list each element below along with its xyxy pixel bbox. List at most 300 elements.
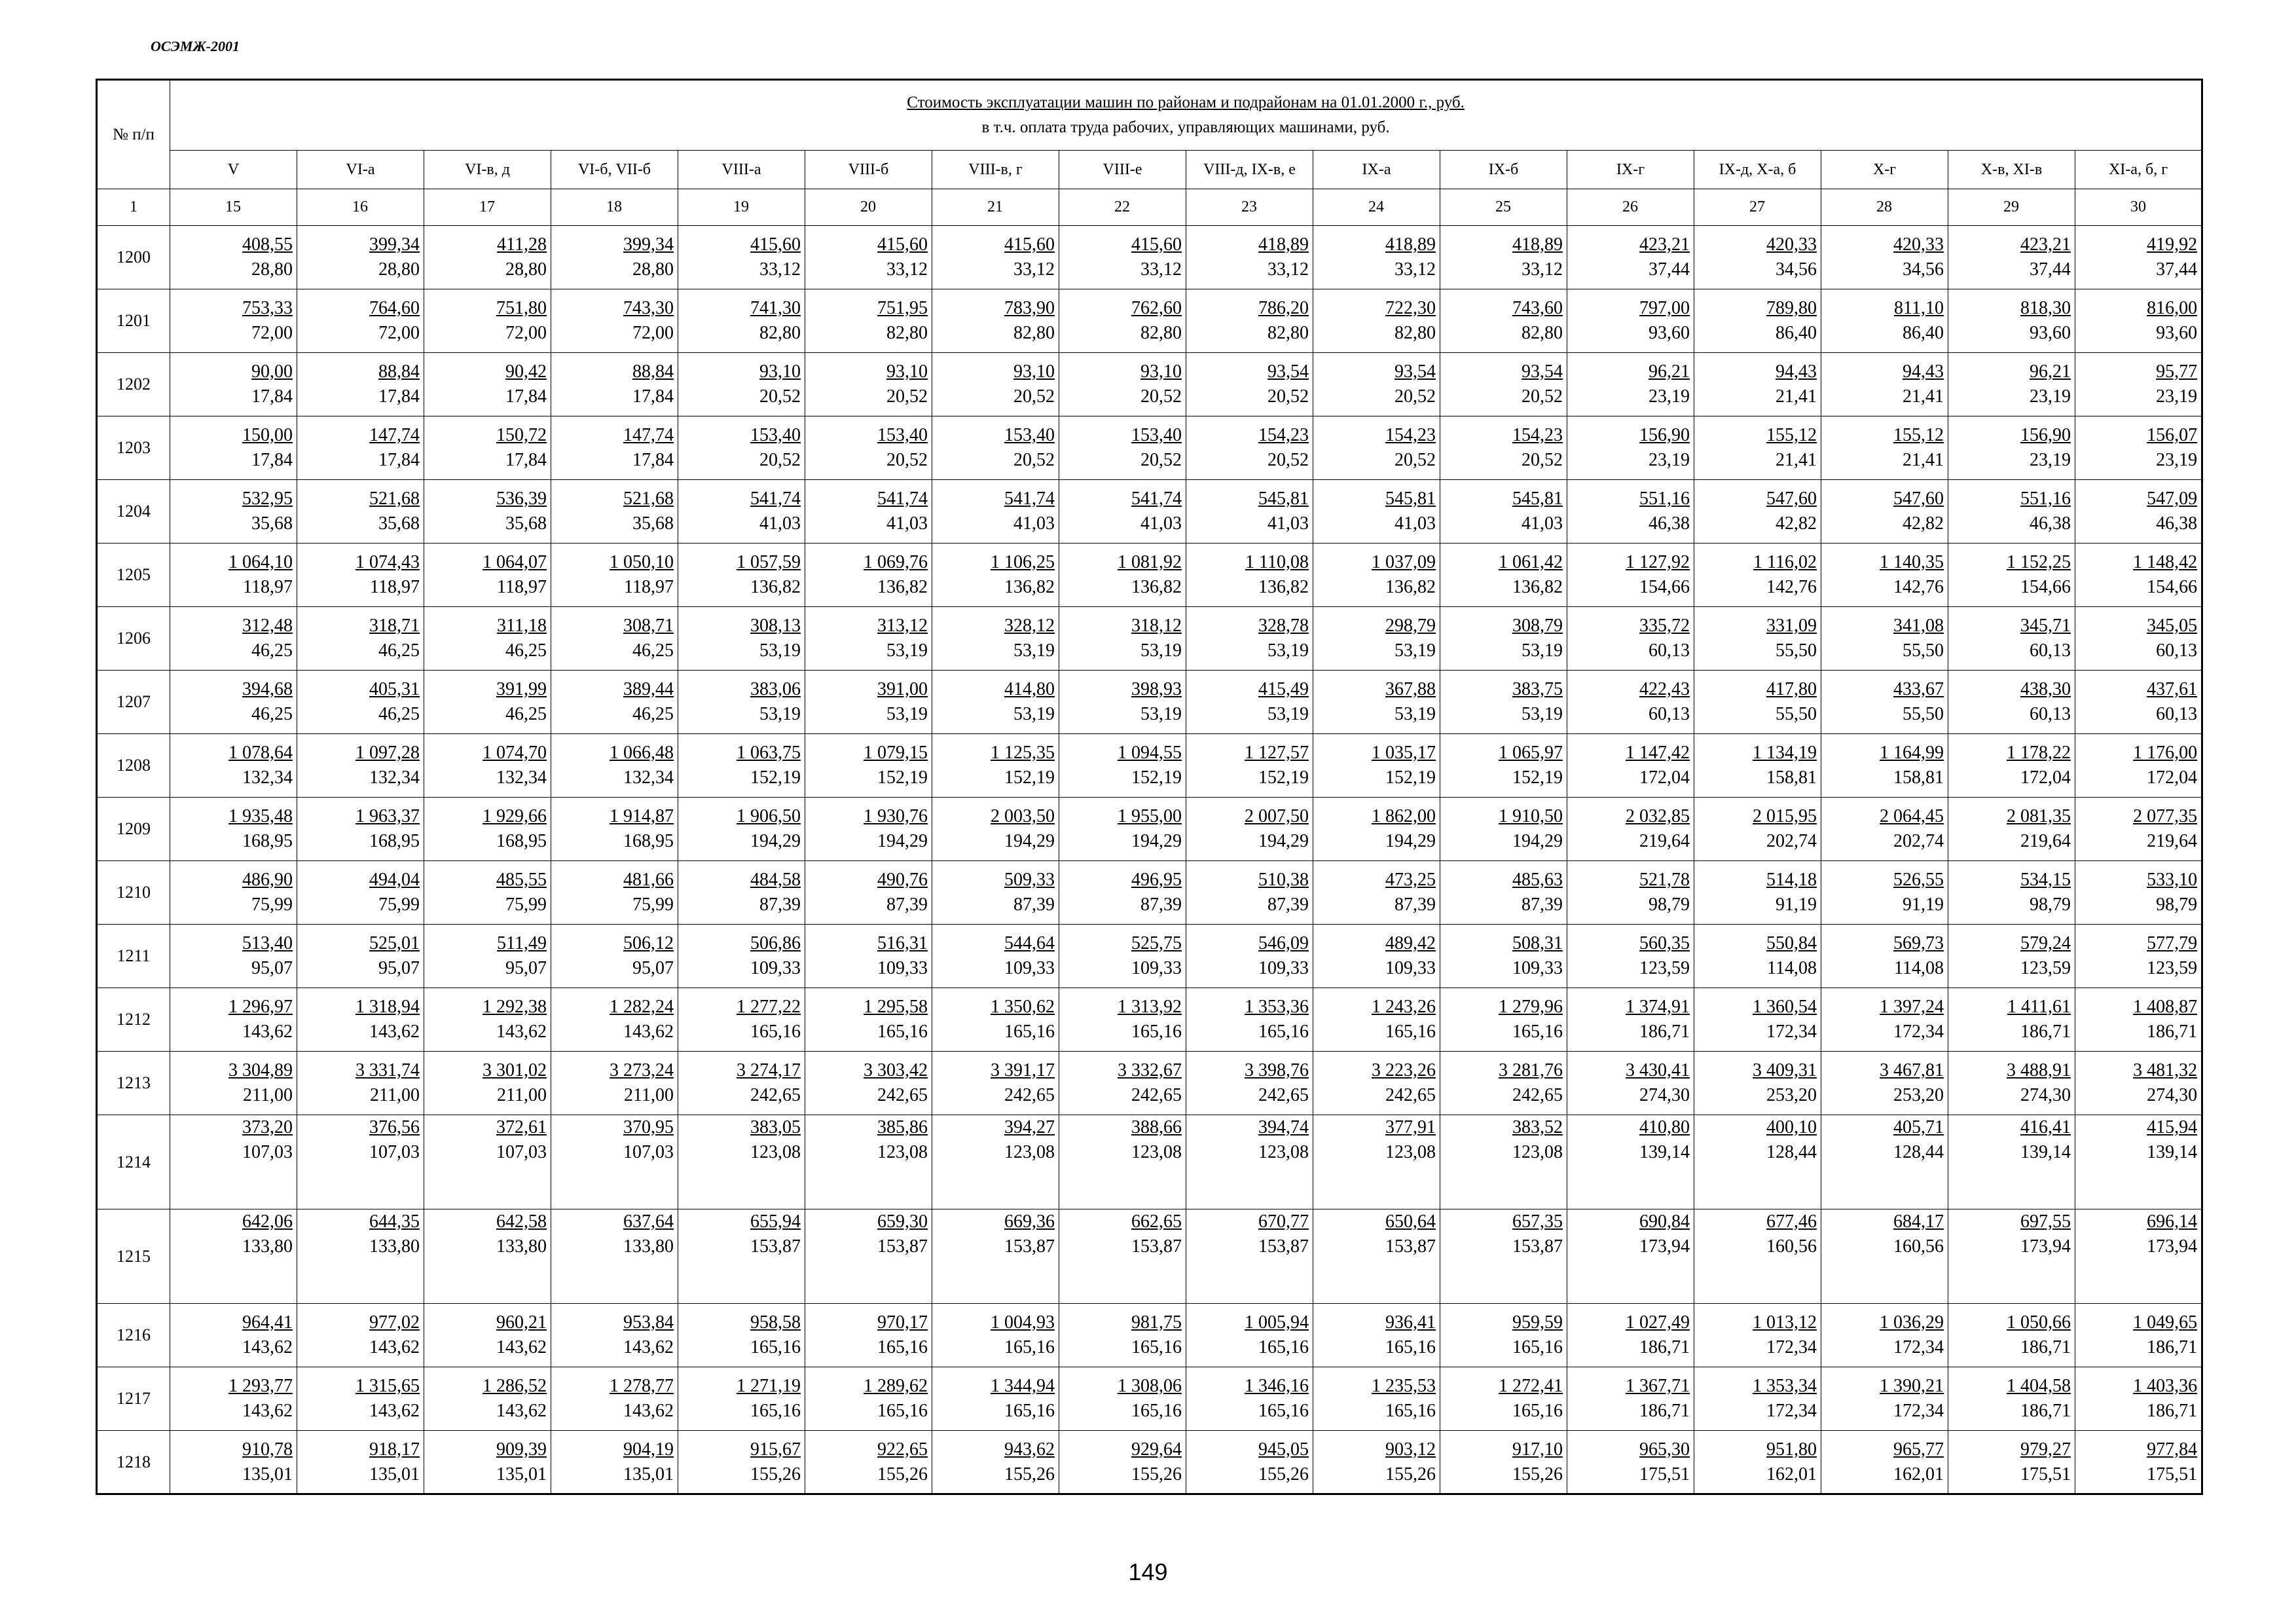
- value-cell: [932, 925, 1059, 988]
- value-cell: [1440, 925, 1567, 988]
- operating-cost-value: 153,40: [750, 425, 801, 445]
- operating-cost-value: 1 066,48: [610, 743, 674, 763]
- value-cell: [170, 861, 297, 925]
- operating-cost-value: 545,81: [1258, 489, 1309, 509]
- operating-cost-value: 410,80: [1639, 1117, 1690, 1137]
- value-cell: [1567, 353, 1694, 416]
- value-cell: [297, 861, 424, 925]
- operating-cost-value: 93,10: [1140, 361, 1182, 382]
- labor-cost-value: 133,80: [242, 1236, 293, 1257]
- value-cell: [1948, 289, 2075, 353]
- labor-cost-value: 60,13: [2030, 640, 2071, 661]
- operating-cost-value: 313,12: [877, 616, 928, 636]
- labor-cost-value: 17,84: [505, 450, 547, 470]
- labor-cost-value: 165,16: [1004, 1401, 1055, 1421]
- labor-cost-value: 75,99: [378, 895, 420, 915]
- operating-cost-value: 642,58: [496, 1211, 547, 1232]
- operating-cost-value: 959,59: [1512, 1312, 1563, 1333]
- labor-cost-value: 165,16: [1512, 1022, 1563, 1042]
- value-cell: [1694, 544, 1821, 607]
- labor-cost-value: 155,26: [877, 1464, 928, 1485]
- operating-cost-value: 1 152,25: [2007, 552, 2071, 572]
- operating-cost-value: 696,14: [2147, 1211, 2198, 1232]
- value-cell: [2075, 1304, 2202, 1367]
- operating-cost-value: 418,89: [1385, 234, 1436, 255]
- labor-cost-value: 165,16: [877, 1022, 928, 1042]
- value-cell: [1567, 988, 1694, 1052]
- operating-cost-value: 1 064,07: [483, 552, 547, 572]
- labor-cost-value: 172,34: [1893, 1022, 1944, 1042]
- operating-cost-value: 150,00: [242, 425, 293, 445]
- labor-cost-value: 87,39: [1140, 895, 1182, 915]
- value-cell: [1186, 289, 1313, 353]
- value-cell: [1567, 289, 1694, 353]
- operating-cost-value: 1 134,19: [1753, 743, 1817, 763]
- value-cell: [424, 607, 551, 671]
- value-cell: [297, 734, 424, 798]
- value-cell: [1440, 416, 1567, 480]
- operating-cost-value: 514,18: [1766, 870, 1817, 890]
- value-cell: [424, 1052, 551, 1115]
- labor-cost-value: 123,08: [1004, 1142, 1055, 1162]
- operating-cost-value: 922,65: [877, 1439, 928, 1460]
- operating-cost-value: 816,00: [2147, 298, 2198, 318]
- column-number: 15: [170, 189, 297, 226]
- value-cell: [678, 416, 805, 480]
- value-cell: [1186, 544, 1313, 607]
- value-cell: [551, 416, 678, 480]
- labor-cost-value: 136,82: [1258, 577, 1309, 597]
- operating-cost-value: 1 094,55: [1118, 743, 1182, 763]
- operating-cost-value: 3 391,17: [991, 1060, 1055, 1080]
- operating-cost-value: 1 036,29: [1880, 1312, 1944, 1333]
- operating-cost-value: 3 398,76: [1245, 1060, 1309, 1080]
- labor-cost-value: 123,08: [1385, 1142, 1436, 1162]
- value-cell: [932, 480, 1059, 544]
- labor-cost-value: 93,60: [2156, 323, 2198, 343]
- value-cell: [297, 480, 424, 544]
- operating-cost-value: 1 346,16: [1245, 1376, 1309, 1396]
- value-cell: [297, 416, 424, 480]
- operating-cost-value: 398,93: [1131, 679, 1182, 699]
- value-cell: [170, 226, 297, 289]
- labor-cost-value: 186,71: [1639, 1401, 1690, 1421]
- operating-cost-value: 391,99: [496, 679, 547, 699]
- labor-cost-value: 211,00: [370, 1085, 420, 1105]
- labor-cost-value: 135,01: [496, 1464, 547, 1485]
- value-cell: [1567, 226, 1694, 289]
- value-cell: [805, 1367, 932, 1431]
- value-cell: [1186, 798, 1313, 861]
- labor-cost-value: 53,19: [1394, 704, 1436, 724]
- labor-cost-value: 136,82: [1512, 577, 1563, 597]
- value-cell: [1313, 671, 1440, 734]
- value-cell: [1313, 734, 1440, 798]
- value-cell: [1821, 988, 1948, 1052]
- labor-cost-value: 46,25: [378, 704, 420, 724]
- labor-cost-value: 41,03: [886, 513, 928, 534]
- operating-cost-value: 545,81: [1385, 489, 1436, 509]
- table-row: [97, 416, 2202, 480]
- operating-cost-value: 1 906,50: [737, 806, 801, 826]
- labor-cost-value: 17,84: [505, 386, 547, 407]
- value-cell: [424, 988, 551, 1052]
- labor-cost-value: 194,29: [1512, 831, 1563, 851]
- labor-cost-value: 123,59: [2020, 958, 2071, 978]
- operating-cost-value: 684,17: [1893, 1211, 1944, 1232]
- labor-cost-value: 53,19: [759, 704, 801, 724]
- value-cell: [170, 1304, 297, 1367]
- operating-cost-value: 577,79: [2147, 933, 2198, 953]
- value-cell: [1313, 861, 1440, 925]
- labor-cost-value: 152,19: [1512, 767, 1563, 788]
- labor-cost-value: 53,19: [1013, 704, 1055, 724]
- labor-cost-value: 152,19: [877, 767, 928, 788]
- column-number: 26: [1567, 189, 1694, 226]
- operating-cost-value: 486,90: [242, 870, 293, 890]
- value-cell: [1948, 988, 2075, 1052]
- operating-cost-value: 541,74: [1131, 489, 1182, 509]
- labor-cost-value: 17,84: [251, 450, 293, 470]
- labor-cost-value: 202,74: [1893, 831, 1944, 851]
- value-cell: [551, 607, 678, 671]
- labor-cost-value: 20,52: [1267, 450, 1309, 470]
- labor-cost-value: 118,97: [370, 577, 420, 597]
- labor-cost-value: 17,84: [632, 386, 674, 407]
- labor-cost-value: 172,34: [1766, 1337, 1817, 1357]
- labor-cost-value: 53,19: [1140, 704, 1182, 724]
- value-cell: [551, 734, 678, 798]
- labor-cost-value: 72,00: [505, 323, 547, 343]
- value-cell: [1694, 1304, 1821, 1367]
- labor-cost-value: 42,82: [1903, 513, 1944, 534]
- row-number: 1210: [97, 861, 170, 925]
- labor-cost-value: 136,82: [1385, 577, 1436, 597]
- value-cell: [1186, 861, 1313, 925]
- value-cell: [1567, 544, 1694, 607]
- operating-cost-value: 1 127,57: [1245, 743, 1309, 763]
- operating-cost-value: 2 081,35: [2007, 806, 2071, 826]
- operating-cost-value: 743,30: [623, 298, 674, 318]
- operating-cost-value: 1 027,49: [1626, 1312, 1690, 1333]
- table-row: [97, 1367, 2202, 1431]
- value-cell: [678, 289, 805, 353]
- value-cell: [1948, 1367, 2075, 1431]
- labor-cost-value: 41,03: [1267, 513, 1309, 534]
- labor-cost-value: 155,26: [1004, 1464, 1055, 1485]
- operating-cost-value: 1 271,19: [737, 1376, 801, 1396]
- value-cell: [805, 1431, 932, 1494]
- row-number: 1212: [97, 988, 170, 1052]
- row-number: 1211: [97, 925, 170, 988]
- operating-cost-value: 970,17: [877, 1312, 928, 1333]
- value-cell: [424, 416, 551, 480]
- value-cell: [170, 1209, 297, 1304]
- labor-cost-value: 46,25: [251, 704, 293, 724]
- value-cell: [2075, 480, 2202, 544]
- value-cell: [297, 1367, 424, 1431]
- operating-cost-value: 417,80: [1766, 679, 1817, 699]
- operating-cost-value: 415,49: [1258, 679, 1309, 699]
- labor-cost-value: 95,07: [378, 958, 420, 978]
- operating-cost-value: 1 005,94: [1245, 1312, 1309, 1333]
- value-cell: [1186, 480, 1313, 544]
- value-cell: [1821, 734, 1948, 798]
- value-cell: [170, 925, 297, 988]
- operating-cost-value: 418,89: [1258, 234, 1309, 255]
- labor-cost-value: 165,16: [1258, 1401, 1309, 1421]
- labor-cost-value: 20,52: [759, 450, 801, 470]
- table-row: [97, 289, 2202, 353]
- value-cell: [170, 1367, 297, 1431]
- operating-cost-value: 1 397,24: [1880, 997, 1944, 1017]
- value-cell: [805, 925, 932, 988]
- labor-cost-value: 172,04: [2020, 767, 2071, 788]
- labor-cost-value: 274,30: [1639, 1085, 1690, 1105]
- labor-cost-value: 172,34: [1893, 1401, 1944, 1421]
- operating-cost-value: 929,64: [1131, 1439, 1182, 1460]
- value-cell: [678, 1431, 805, 1494]
- operating-cost-value: 1 164,99: [1880, 743, 1944, 763]
- value-cell: [1440, 607, 1567, 671]
- operating-cost-value: 485,55: [496, 870, 547, 890]
- labor-cost-value: 28,80: [632, 259, 674, 280]
- operating-cost-value: 569,73: [1893, 933, 1944, 953]
- labor-cost-value: 37,44: [2030, 259, 2071, 280]
- labor-cost-value: 20,52: [886, 386, 928, 407]
- operating-cost-value: 88,84: [632, 361, 674, 382]
- value-cell: [932, 544, 1059, 607]
- value-cell: [1186, 416, 1313, 480]
- value-cell: [297, 925, 424, 988]
- labor-cost-value: 82,80: [1267, 323, 1309, 343]
- labor-cost-value: 242,65: [1004, 1085, 1055, 1105]
- value-cell: [2075, 1052, 2202, 1115]
- value-cell: [1821, 1052, 1948, 1115]
- operating-cost-value: 910,78: [242, 1439, 293, 1460]
- value-cell: [805, 544, 932, 607]
- labor-cost-value: 165,16: [1004, 1022, 1055, 1042]
- column-number: 21: [932, 189, 1059, 226]
- value-cell: [1694, 416, 1821, 480]
- labor-cost-value: 165,16: [1385, 1401, 1436, 1421]
- labor-cost-value: 186,71: [2020, 1401, 2071, 1421]
- column-number: 18: [551, 189, 678, 226]
- labor-cost-value: 211,00: [243, 1085, 293, 1105]
- operating-cost-value: 308,71: [623, 616, 674, 636]
- value-cell: [2075, 1367, 2202, 1431]
- value-cell: [1948, 1209, 2075, 1304]
- labor-cost-value: 109,33: [1004, 958, 1055, 978]
- labor-cost-value: 82,80: [1522, 323, 1563, 343]
- labor-cost-value: 165,16: [877, 1337, 928, 1357]
- labor-cost-value: 242,65: [877, 1085, 928, 1105]
- value-cell: [1821, 226, 1948, 289]
- value-cell: [170, 798, 297, 861]
- value-cell: [678, 988, 805, 1052]
- operating-cost-value: 490,76: [877, 870, 928, 890]
- row-number: 1200: [97, 226, 170, 289]
- labor-cost-value: 242,65: [1385, 1085, 1436, 1105]
- operating-cost-value: 1 278,77: [610, 1376, 674, 1396]
- region-header: XI-а, б, г: [2075, 151, 2202, 189]
- value-cell: [1567, 416, 1694, 480]
- table-row: [97, 480, 2202, 544]
- labor-cost-value: 155,26: [1131, 1464, 1182, 1485]
- operating-cost-value: 1 050,10: [610, 552, 674, 572]
- table-row: [97, 226, 2202, 289]
- labor-cost-value: 75,99: [632, 895, 674, 915]
- value-cell: [1821, 480, 1948, 544]
- operating-cost-value: 918,17: [369, 1439, 420, 1460]
- operating-cost-value: 94,43: [1903, 361, 1944, 382]
- labor-cost-value: 194,29: [877, 831, 928, 851]
- labor-cost-value: 186,71: [2147, 1022, 2198, 1042]
- labor-cost-value: 87,39: [1394, 895, 1436, 915]
- operating-cost-value: 308,13: [750, 616, 801, 636]
- value-cell: [170, 734, 297, 798]
- operating-cost-value: 1 074,70: [483, 743, 547, 763]
- operating-cost-value: 1 176,00: [2133, 743, 2198, 763]
- operating-cost-value: 341,08: [1893, 616, 1944, 636]
- labor-cost-value: 114,08: [1767, 958, 1817, 978]
- operating-cost-value: 1 403,36: [2133, 1376, 2198, 1396]
- labor-cost-value: 274,30: [2020, 1085, 2071, 1105]
- value-cell: [424, 480, 551, 544]
- operating-cost-value: 764,60: [369, 298, 420, 318]
- operating-cost-value: 657,35: [1512, 1211, 1563, 1232]
- labor-cost-value: 172,04: [2147, 767, 2198, 788]
- value-cell: [1567, 607, 1694, 671]
- operating-cost-value: 659,30: [877, 1211, 928, 1232]
- value-cell: [424, 861, 551, 925]
- labor-cost-value: 194,29: [1385, 831, 1436, 851]
- value-cell: [1694, 480, 1821, 544]
- value-cell: [551, 671, 678, 734]
- table-row: [97, 988, 2202, 1052]
- operating-cost-value: 1 955,00: [1118, 806, 1182, 826]
- value-cell: [551, 1209, 678, 1304]
- labor-cost-value: 20,52: [1140, 386, 1182, 407]
- labor-cost-value: 82,80: [759, 323, 801, 343]
- region-header-row: [97, 151, 2202, 189]
- operating-cost-value: 506,12: [623, 933, 674, 953]
- operating-cost-value: 953,84: [623, 1312, 674, 1333]
- operating-cost-value: 1 127,92: [1626, 552, 1690, 572]
- operating-cost-value: 722,30: [1385, 298, 1436, 318]
- value-cell: [424, 1367, 551, 1431]
- labor-cost-value: 139,14: [1639, 1142, 1690, 1162]
- labor-cost-value: 118,97: [624, 577, 674, 597]
- operating-cost-value: 1 140,35: [1880, 552, 1944, 572]
- value-cell: [1059, 607, 1186, 671]
- value-cell: [297, 798, 424, 861]
- operating-cost-value: 951,80: [1766, 1439, 1817, 1460]
- value-cell: [2075, 988, 2202, 1052]
- operating-cost-value: 909,39: [496, 1439, 547, 1460]
- labor-cost-value: 87,39: [759, 895, 801, 915]
- value-cell: [1821, 607, 1948, 671]
- operating-cost-value: 95,77: [2156, 361, 2198, 382]
- value-cell: [1567, 1052, 1694, 1115]
- value-cell: [1567, 1304, 1694, 1367]
- labor-cost-value: 37,44: [1649, 259, 1690, 280]
- labor-cost-value: 33,12: [886, 259, 928, 280]
- value-cell: [678, 480, 805, 544]
- labor-cost-value: 165,16: [1512, 1401, 1563, 1421]
- operating-cost-value: 1 050,66: [2007, 1312, 2071, 1333]
- labor-cost-value: 153,87: [750, 1236, 801, 1257]
- row-number: 1201: [97, 289, 170, 353]
- value-cell: [1948, 671, 2075, 734]
- value-cell: [805, 1304, 932, 1367]
- labor-cost-value: 168,95: [242, 831, 293, 851]
- operating-cost-value: 1 063,75: [737, 743, 801, 763]
- value-cell: [297, 607, 424, 671]
- labor-cost-value: 172,34: [1893, 1337, 1944, 1357]
- value-cell: [805, 416, 932, 480]
- value-cell: [1821, 1431, 1948, 1494]
- labor-cost-value: 53,19: [1140, 640, 1182, 661]
- operating-cost-value: 372,61: [496, 1117, 547, 1137]
- value-cell: [551, 988, 678, 1052]
- region-header: VI-б, VII-б: [551, 151, 678, 189]
- labor-cost-value: 87,39: [1013, 895, 1055, 915]
- value-cell: [1059, 226, 1186, 289]
- labor-cost-value: 109,33: [1258, 958, 1309, 978]
- value-cell: [805, 353, 932, 416]
- labor-cost-value: 162,01: [1766, 1464, 1817, 1485]
- value-cell: [805, 226, 932, 289]
- value-cell: [1059, 861, 1186, 925]
- value-cell: [297, 226, 424, 289]
- labor-cost-value: 152,19: [750, 767, 801, 788]
- value-cell: [424, 734, 551, 798]
- labor-cost-value: 23,19: [2156, 386, 2198, 407]
- value-cell: [1821, 1304, 1948, 1367]
- table-row: [97, 671, 2202, 734]
- value-cell: [1059, 1052, 1186, 1115]
- value-cell: [1313, 1431, 1440, 1494]
- labor-cost-value: 253,20: [1766, 1085, 1817, 1105]
- labor-cost-value: 55,50: [1903, 704, 1944, 724]
- operating-cost-value: 373,20: [242, 1117, 293, 1137]
- value-cell: [1694, 1115, 1821, 1209]
- labor-cost-value: 132,34: [496, 767, 547, 788]
- labor-cost-value: 194,29: [1258, 831, 1309, 851]
- labor-cost-value: 55,50: [1903, 640, 1944, 661]
- operating-cost-value: 93,54: [1267, 361, 1309, 382]
- value-cell: [805, 1052, 932, 1115]
- value-cell: [805, 1115, 932, 1209]
- labor-cost-value: 109,33: [877, 958, 928, 978]
- operating-cost-value: 438,30: [2020, 679, 2071, 699]
- value-cell: [297, 544, 424, 607]
- labor-cost-value: 172,34: [1766, 1401, 1817, 1421]
- labor-cost-value: 55,50: [1776, 704, 1817, 724]
- operating-cost-value: 3 274,17: [737, 1060, 801, 1080]
- labor-cost-value: 98,79: [1649, 895, 1690, 915]
- operating-cost-value: 418,89: [1512, 234, 1563, 255]
- value-cell: [1694, 1209, 1821, 1304]
- region-header: VI-а: [297, 151, 424, 189]
- operating-cost-value: 3 467,81: [1880, 1060, 1944, 1080]
- value-cell: [424, 1209, 551, 1304]
- labor-cost-value: 153,87: [877, 1236, 928, 1257]
- value-cell: [1567, 671, 1694, 734]
- labor-cost-value: 143,62: [623, 1337, 674, 1357]
- labor-cost-value: 123,08: [877, 1142, 928, 1162]
